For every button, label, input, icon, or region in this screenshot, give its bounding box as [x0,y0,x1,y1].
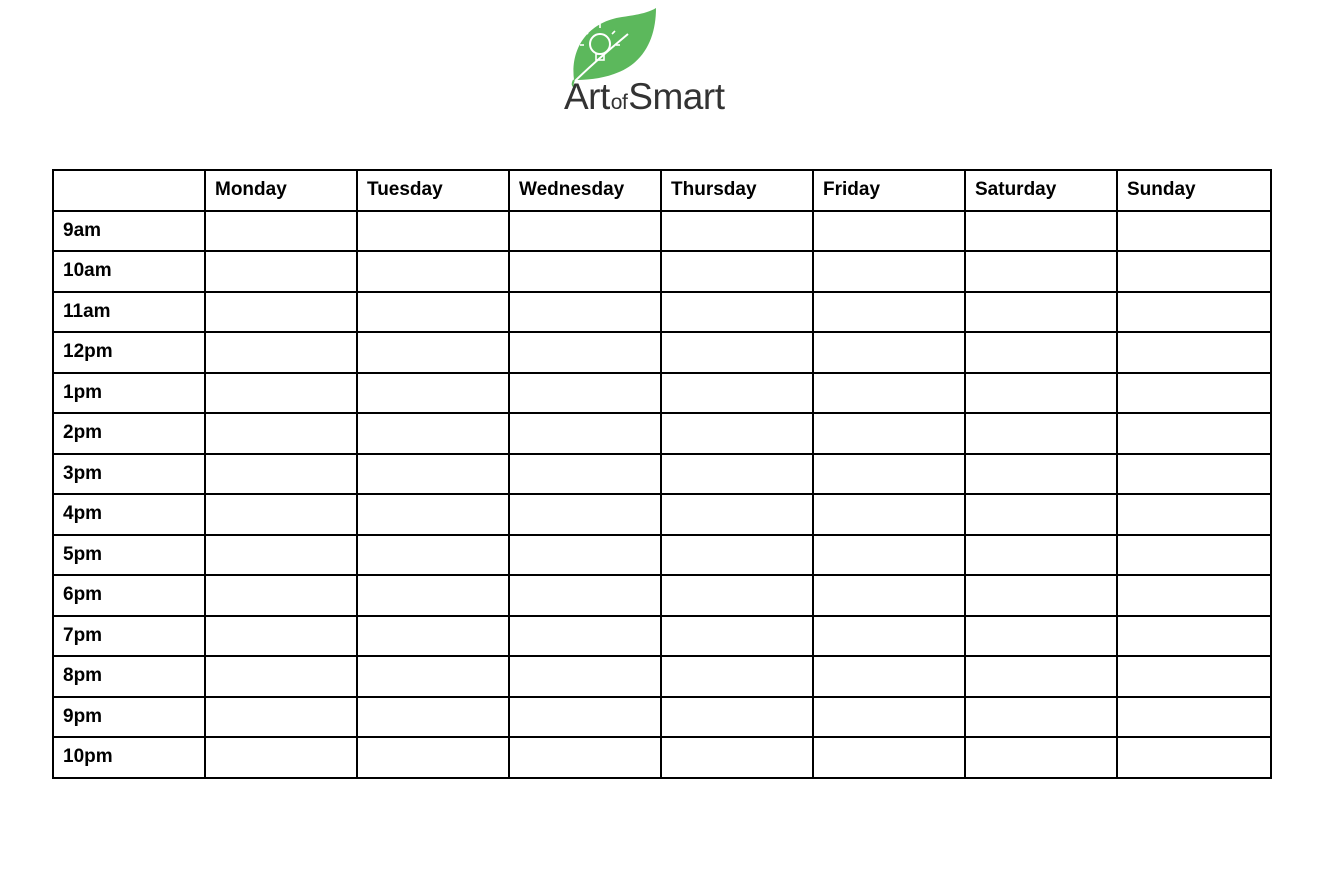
time-label: 6pm [53,575,205,616]
time-label: 9pm [53,697,205,738]
slot-cell-sunday[interactable] [1117,697,1271,738]
slot-cell-tuesday[interactable] [357,332,509,373]
slot-cell-saturday[interactable] [965,737,1117,778]
slot-cell-saturday[interactable] [965,697,1117,738]
header-row [53,170,1271,211]
slot-cell-wednesday[interactable] [509,575,661,616]
slot-cell-tuesday[interactable] [357,211,509,252]
time-label: 5pm [53,535,205,576]
logo-word-art: Art [564,76,610,117]
slot-cell-wednesday[interactable] [509,332,661,373]
slot-cell-saturday[interactable] [965,575,1117,616]
time-label: 4pm [53,494,205,535]
slot-cell-thursday[interactable] [661,413,813,454]
slot-cell-monday[interactable] [205,292,357,333]
slot-cell-sunday[interactable] [1117,575,1271,616]
slot-cell-tuesday[interactable] [357,373,509,414]
slot-cell-thursday[interactable] [661,737,813,778]
slot-cell-tuesday[interactable] [357,535,509,576]
time-row [53,656,1271,697]
slot-cell-friday[interactable] [813,697,965,738]
slot-cell-tuesday[interactable] [357,454,509,495]
slot-cell-wednesday[interactable] [509,292,661,333]
slot-cell-thursday[interactable] [661,494,813,535]
slot-cell-wednesday[interactable] [509,494,661,535]
slot-cell-friday[interactable] [813,575,965,616]
slot-cell-wednesday[interactable] [509,454,661,495]
slot-cell-wednesday[interactable] [509,697,661,738]
slot-cell-monday[interactable] [205,656,357,697]
day-header-saturday: Saturday [965,170,1117,211]
time-row [53,494,1271,535]
time-row [53,211,1271,252]
slot-cell-monday[interactable] [205,454,357,495]
slot-cell-thursday[interactable] [661,211,813,252]
logo-wordmark [564,76,724,118]
slot-cell-sunday[interactable] [1117,535,1271,576]
slot-cell-thursday[interactable] [661,535,813,576]
slot-cell-wednesday[interactable] [509,211,661,252]
slot-cell-wednesday[interactable] [509,656,661,697]
time-label: 11am [53,292,205,333]
slot-cell-saturday[interactable] [965,656,1117,697]
slot-cell-thursday[interactable] [661,251,813,292]
slot-cell-tuesday[interactable] [357,616,509,657]
slot-cell-thursday[interactable] [661,616,813,657]
slot-cell-sunday[interactable] [1117,616,1271,657]
slot-cell-wednesday[interactable] [509,413,661,454]
slot-cell-friday[interactable] [813,737,965,778]
day-header-sunday: Sunday [1117,170,1271,211]
slot-cell-friday[interactable] [813,454,965,495]
time-label: 3pm [53,454,205,495]
slot-cell-thursday[interactable] [661,697,813,738]
corner-cell [53,170,205,211]
slot-cell-friday[interactable] [813,535,965,576]
slot-cell-saturday[interactable] [965,535,1117,576]
timetable-body [53,211,1271,778]
day-header-tuesday: Tuesday [357,170,509,211]
slot-cell-sunday[interactable] [1117,454,1271,495]
slot-cell-saturday[interactable] [965,251,1117,292]
slot-cell-wednesday[interactable] [509,373,661,414]
time-row [53,373,1271,414]
day-header-thursday: Thursday [661,170,813,211]
slot-cell-saturday[interactable] [965,373,1117,414]
slot-cell-sunday[interactable] [1117,656,1271,697]
slot-cell-saturday[interactable] [965,211,1117,252]
slot-cell-friday[interactable] [813,373,965,414]
slot-cell-friday[interactable] [813,616,965,657]
slot-cell-tuesday[interactable] [357,575,509,616]
slot-cell-wednesday[interactable] [509,535,661,576]
day-header-wednesday: Wednesday [509,170,661,211]
slot-cell-thursday[interactable] [661,373,813,414]
art-of-smart-logo [560,8,760,120]
slot-cell-tuesday[interactable] [357,292,509,333]
time-label: 9am [53,211,205,252]
slot-cell-sunday[interactable] [1117,494,1271,535]
slot-cell-monday[interactable] [205,211,357,252]
slot-cell-wednesday[interactable] [509,251,661,292]
time-row [53,737,1271,778]
slot-cell-saturday[interactable] [965,616,1117,657]
slot-cell-saturday[interactable] [965,292,1117,333]
time-row [53,616,1271,657]
time-label: 10am [53,251,205,292]
slot-cell-monday[interactable] [205,535,357,576]
slot-cell-wednesday[interactable] [509,737,661,778]
slot-cell-monday[interactable] [205,737,357,778]
time-label: 1pm [53,373,205,414]
slot-cell-sunday[interactable] [1117,292,1271,333]
time-row [53,535,1271,576]
slot-cell-monday[interactable] [205,332,357,373]
slot-cell-sunday[interactable] [1117,413,1271,454]
slot-cell-thursday[interactable] [661,656,813,697]
slot-cell-monday[interactable] [205,697,357,738]
slot-cell-monday[interactable] [205,575,357,616]
slot-cell-saturday[interactable] [965,494,1117,535]
time-label: 2pm [53,413,205,454]
slot-cell-tuesday[interactable] [357,251,509,292]
slot-cell-sunday[interactable] [1117,332,1271,373]
slot-cell-monday[interactable] [205,494,357,535]
slot-cell-monday[interactable] [205,413,357,454]
time-label: 12pm [53,332,205,373]
slot-cell-sunday[interactable] [1117,211,1271,252]
slot-cell-tuesday[interactable] [357,656,509,697]
slot-cell-friday[interactable] [813,211,965,252]
logo-word-smart: Smart [628,76,725,117]
slot-cell-saturday[interactable] [965,332,1117,373]
slot-cell-friday[interactable] [813,292,965,333]
logo-word-of: of [610,91,628,114]
slot-cell-tuesday[interactable] [357,413,509,454]
slot-cell-tuesday[interactable] [357,737,509,778]
time-row [53,454,1271,495]
slot-cell-sunday[interactable] [1117,373,1271,414]
day-header-monday: Monday [205,170,357,211]
time-row [53,575,1271,616]
time-label: 10pm [53,737,205,778]
slot-cell-friday[interactable] [813,494,965,535]
slot-cell-thursday[interactable] [661,332,813,373]
slot-cell-friday[interactable] [813,413,965,454]
slot-cell-monday[interactable] [205,373,357,414]
slot-cell-sunday[interactable] [1117,737,1271,778]
slot-cell-sunday[interactable] [1117,251,1271,292]
weekly-timetable [52,169,1272,779]
slot-cell-monday[interactable] [205,251,357,292]
time-row [53,697,1271,738]
slot-cell-wednesday[interactable] [509,616,661,657]
time-row [53,332,1271,373]
slot-cell-tuesday[interactable] [357,697,509,738]
time-row [53,251,1271,292]
time-label: 8pm [53,656,205,697]
slot-cell-monday[interactable] [205,616,357,657]
slot-cell-thursday[interactable] [661,575,813,616]
slot-cell-saturday[interactable] [965,454,1117,495]
slot-cell-friday[interactable] [813,332,965,373]
slot-cell-friday[interactable] [813,656,965,697]
slot-cell-thursday[interactable] [661,292,813,333]
slot-cell-friday[interactable] [813,251,965,292]
time-row [53,413,1271,454]
time-label: 7pm [53,616,205,657]
time-row [53,292,1271,333]
slot-cell-saturday[interactable] [965,413,1117,454]
day-header-friday: Friday [813,170,965,211]
slot-cell-tuesday[interactable] [357,494,509,535]
slot-cell-thursday[interactable] [661,454,813,495]
